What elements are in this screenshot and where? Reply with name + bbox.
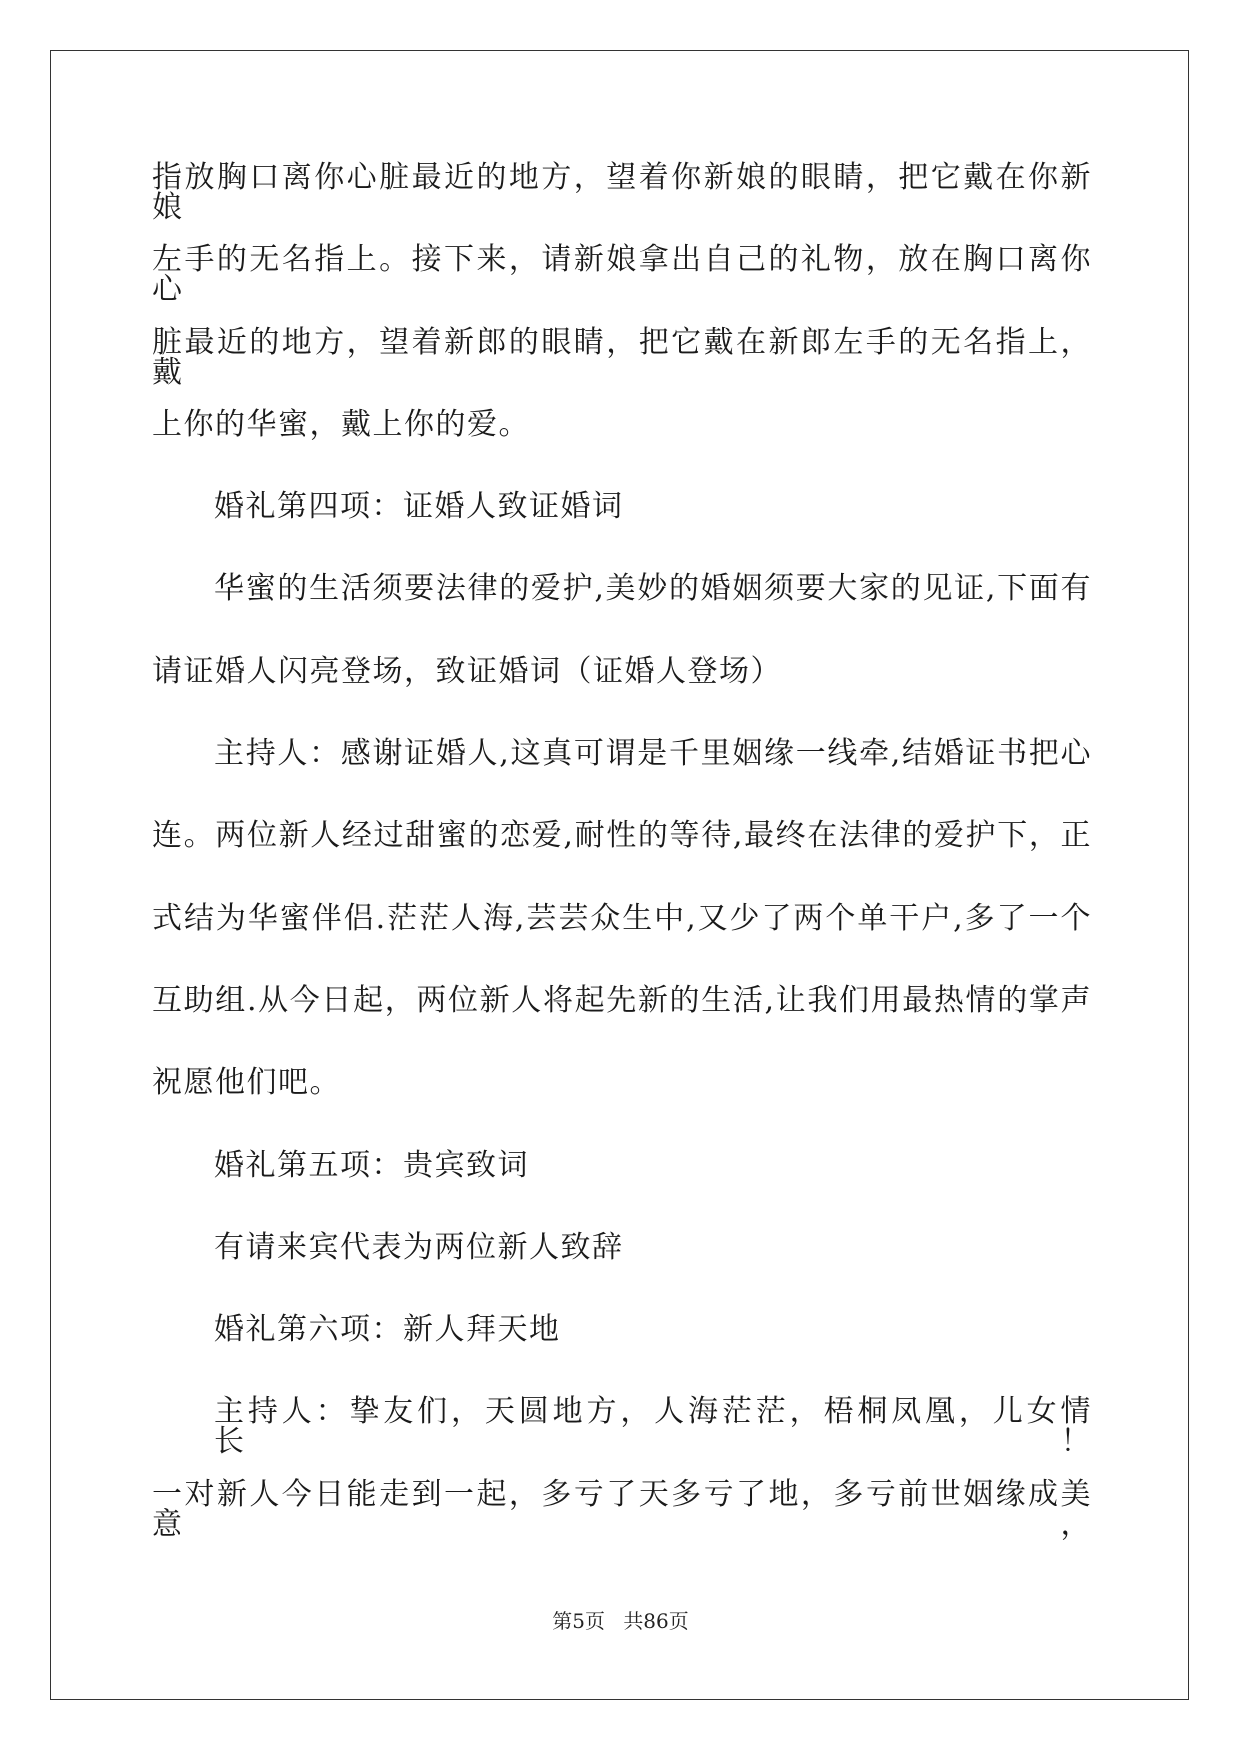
text-line: 婚礼第四项：证婚人致证婚词 xyxy=(214,489,624,525)
page-total: 共86页 xyxy=(623,1609,689,1633)
page-footer xyxy=(0,1605,1241,1634)
text-line: 请证婚人闪亮登场，致证婚词（证婚人登场） xyxy=(152,653,782,689)
text-line: 指放胸口离你心脏最近的地方，望着你新娘的眼睛，把它戴在你新娘 xyxy=(152,160,1092,225)
text-line: 脏最近的地方，望着新郎的眼睛，把它戴在新郎左手的无名指上，戴 xyxy=(152,324,1092,390)
text-line: 主持人：挚友们，天圆地方，人海茫茫，梧桐凤凰，儿女情长！ xyxy=(214,1394,1092,1460)
text-line: 左手的无名指上。接下来，请新娘拿出自己的礼物，放在胸口离你心 xyxy=(152,242,1092,308)
text-line: 华蜜的生活须要法律的爱护,美妙的婚姻须要大家的见证,下面有 xyxy=(214,571,1092,607)
text-line: 连。两位新人经过甜蜜的恋爱,耐性的等待,最终在法律的爱护下，正 xyxy=(152,818,1092,854)
text-line: 式结为华蜜伴侣.茫茫人海,芸芸众生中,又少了两个单干户,多了一个 xyxy=(152,900,1092,936)
text-line: 主持人：感谢证婚人,这真可谓是千里姻缘一线牵,结婚证书把心 xyxy=(214,736,1092,772)
page-number: 第5页 xyxy=(552,1609,605,1633)
text-line: 婚礼第六项：新人拜天地 xyxy=(214,1312,561,1348)
text-line: 有请来宾代表为两位新人致辞 xyxy=(214,1229,624,1265)
text-line: 上你的华蜜，戴上你的爱。 xyxy=(152,406,530,442)
document-body xyxy=(152,160,1092,1562)
text-line: 一对新人今日能走到一起，多亏了天多亏了地，多亏前世姻缘成美意， xyxy=(152,1476,1092,1542)
text-line: 婚礼第五项：贵宾致词 xyxy=(214,1147,529,1183)
text-line: 祝愿他们吧。 xyxy=(152,1065,341,1101)
text-line: 互助组.从今日起，两位新人将起先新的生活,让我们用最热情的掌声 xyxy=(152,982,1092,1018)
